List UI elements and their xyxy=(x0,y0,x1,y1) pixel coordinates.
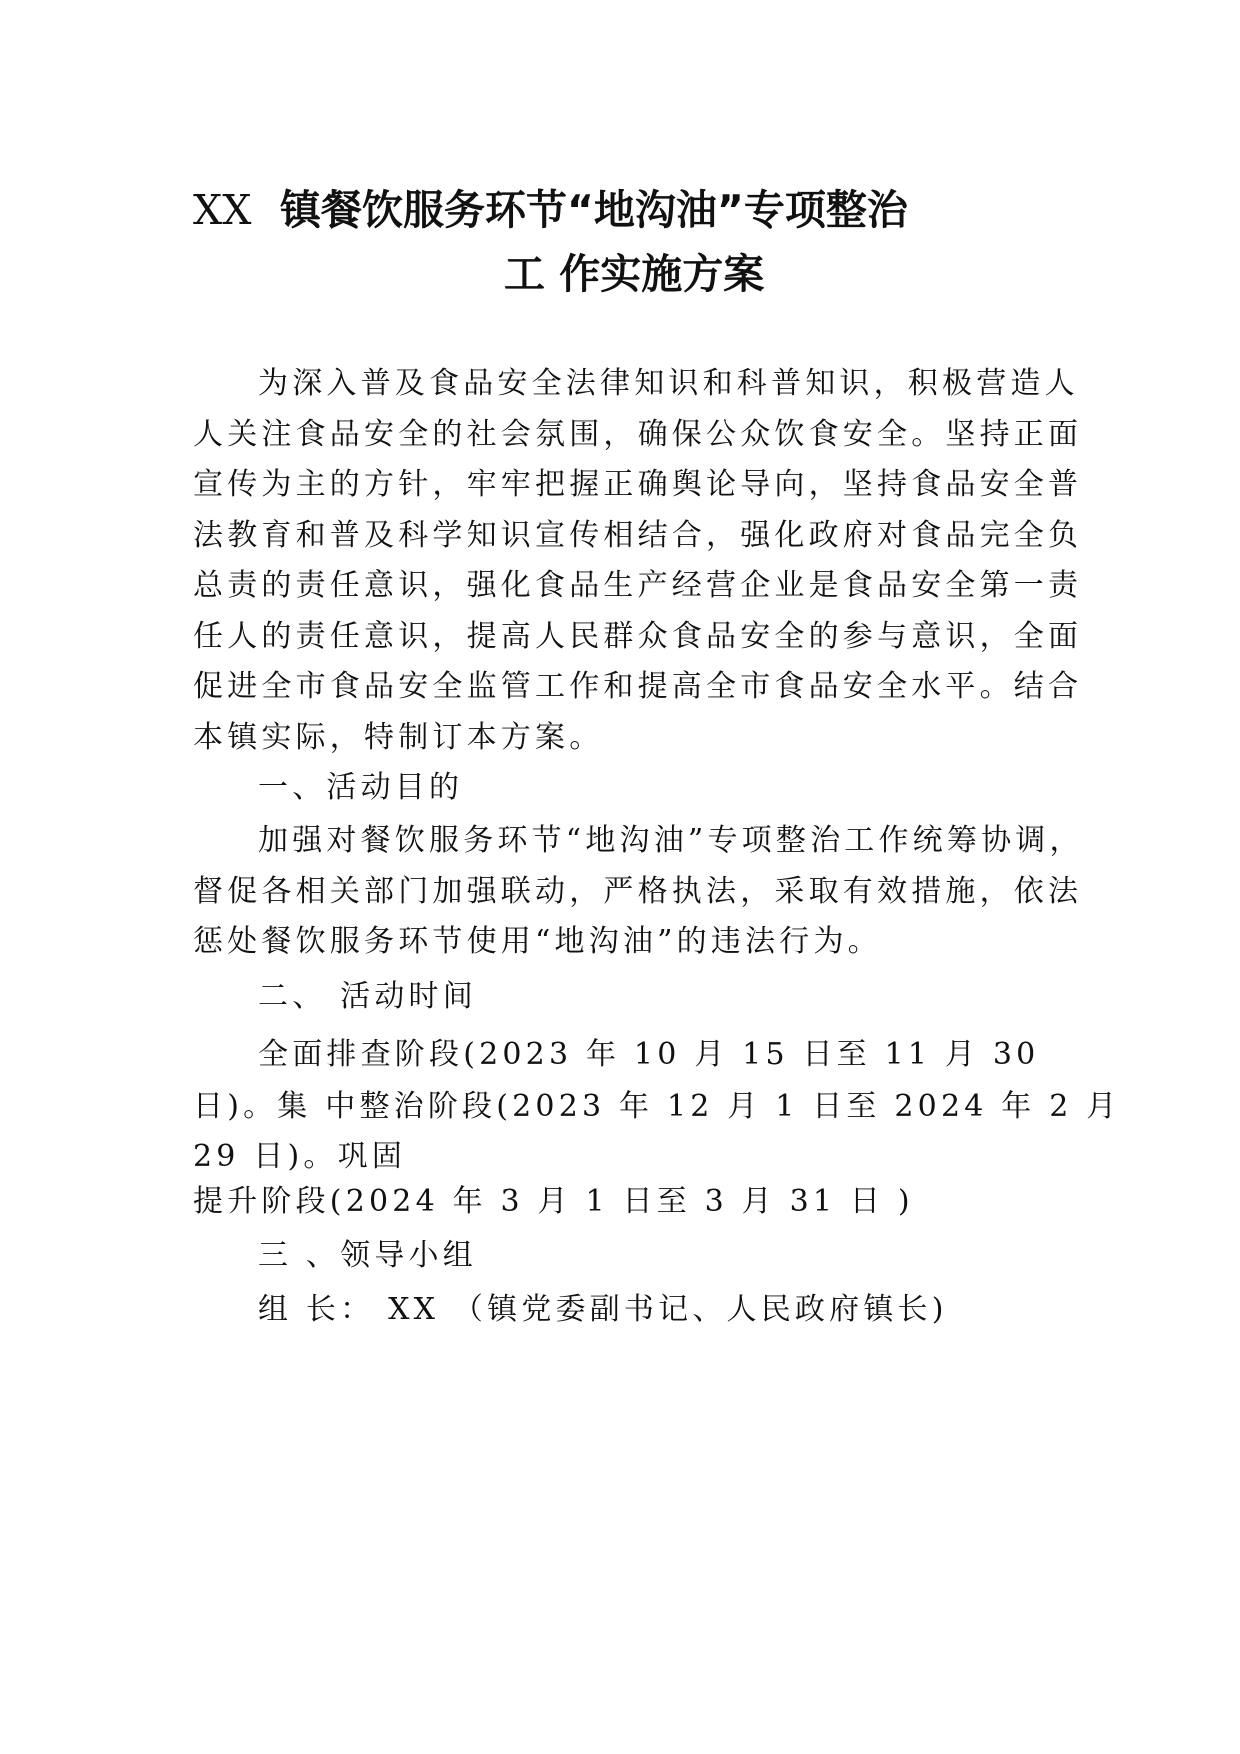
section-2-heading: 二、 活动时间 xyxy=(258,979,477,1014)
title-prefix: XX xyxy=(193,186,252,234)
intro-line: 本镇实际，特制订本方案。 xyxy=(193,720,604,755)
section-1-line: 加强对餐饮服务环节“地沟油”专项整治工作统筹协调， xyxy=(258,823,1084,858)
section-2-line: 提升阶段(2024 年 3 月 1 日至 3 月 31 日 ) xyxy=(193,1184,914,1219)
section-2-line: 日)。集 中整治阶段(2023 年 12 月 1 日至 2024 年 2 月 xyxy=(193,1089,1121,1124)
title-main: 镇餐饮服务环节“地沟油”专项整治 xyxy=(279,186,908,234)
leader-line: 组 长： XX （镇党委副书记、人民政府镇长) xyxy=(258,1292,948,1327)
section-1-line: 督促各相关部门加强联动，严格执法，采取有效措施，依法 xyxy=(193,874,1083,909)
intro-line: 任人的责任意识，提高人民群众食品安全的参与意识，全面 xyxy=(193,619,1083,654)
section-1-heading: 一、活动目的 xyxy=(258,770,464,805)
intro-line: 促进全市食品安全监管工作和提高全市食品安全水平。结合 xyxy=(193,669,1083,704)
intro-line: 为深入普及食品安全法律知识和科普知识，积极营造人 xyxy=(258,366,1079,401)
section-1-line: 惩处餐饮服务环节使用“地沟油”的违法行为。 xyxy=(193,924,882,959)
document-title-line-2: 工 作实施方案 xyxy=(504,250,765,298)
intro-line: 总责的责任意识，强化食品生产经营企业是食品安全第一责 xyxy=(193,568,1083,603)
intro-line: 法教育和普及科学知识宣传相结合，强化政府对食品完全负 xyxy=(193,518,1083,553)
intro-line: 人关注食品安全的社会氛围，确保公众饮食安全。坚持正面 xyxy=(193,417,1083,452)
section-2-line: 全面排查阶段(2023 年 10 月 15 日至 11 月 30 xyxy=(258,1037,1040,1072)
section-2-line: 29 日)。巩固 xyxy=(193,1139,407,1174)
section-3-heading: 三 、领导小组 xyxy=(258,1238,477,1273)
document-title-line-1 xyxy=(193,185,908,235)
intro-line: 宣传为主的方针，牢牢把握正确舆论导向，坚持食品安全普 xyxy=(193,467,1083,502)
